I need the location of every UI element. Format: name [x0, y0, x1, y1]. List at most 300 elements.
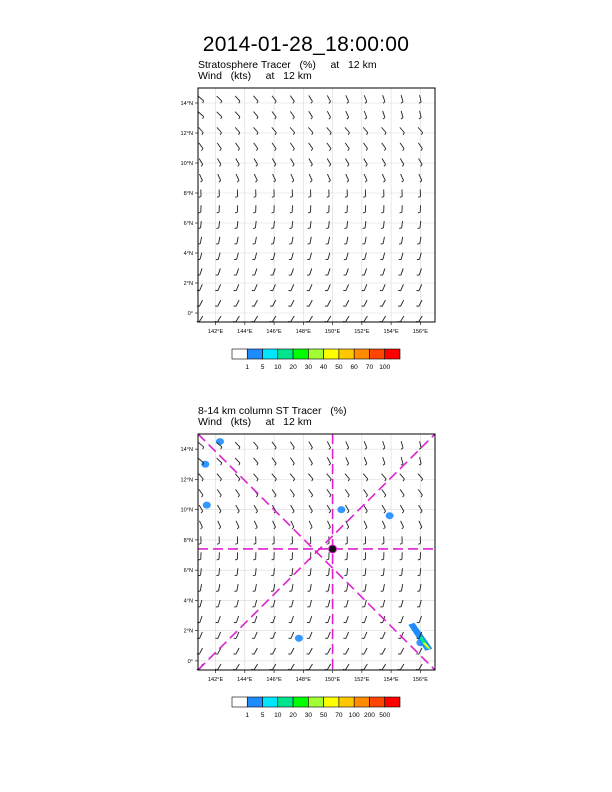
panel2-subtitle-line1: 8-14 km column ST Tracer (%) — [198, 405, 347, 417]
wind-barb — [235, 442, 240, 447]
wind-barb — [235, 474, 240, 479]
wind-barb — [364, 441, 367, 447]
x-tick-label: 152°E — [354, 677, 370, 683]
wind-barb — [401, 616, 403, 623]
colorbar-label: 1 — [245, 712, 250, 719]
wind-barb — [383, 253, 385, 260]
wind-barb-flag — [418, 228, 420, 229]
wind-barb-flag — [366, 165, 368, 167]
wind-barb — [255, 616, 257, 623]
wind-barb — [364, 300, 367, 306]
wind-barb-flag — [219, 511, 221, 513]
wind-barb-flag — [381, 228, 383, 229]
wind-barb-flag — [253, 228, 255, 229]
wind-barb — [327, 505, 331, 511]
wind-barb-flag — [327, 196, 329, 197]
wind-barb — [328, 632, 331, 638]
wind-barb — [217, 158, 221, 164]
wind-barb — [217, 143, 221, 149]
wind-barb-flag — [363, 212, 365, 213]
wind-barb — [383, 584, 384, 591]
wind-barb — [254, 442, 259, 447]
wind-barb — [347, 584, 348, 591]
wind-barb — [236, 268, 238, 275]
wind-barb-flag — [403, 149, 404, 151]
wind-barb — [218, 521, 221, 527]
wind-barb — [347, 237, 348, 244]
wind-barb — [382, 521, 385, 527]
wind-barb-flag — [238, 165, 240, 167]
wind-barb — [290, 96, 294, 102]
x-tick-label: 152°E — [354, 329, 370, 335]
wind-barb-flag — [345, 196, 347, 197]
wind-barb-flag — [311, 149, 312, 151]
wind-barb — [237, 253, 239, 260]
wind-barb-flag — [311, 511, 313, 513]
wind-barb — [200, 632, 203, 638]
wind-barb — [345, 158, 349, 164]
colorbar-swatch — [385, 349, 400, 359]
wind-barb — [217, 112, 222, 117]
wind-barb — [200, 584, 201, 591]
wind-barb-flag — [402, 180, 404, 182]
wind-barb-flag — [216, 575, 218, 576]
colorbar-label: 70 — [365, 364, 374, 371]
wind-barb-flag — [237, 180, 239, 182]
wind-barb-flag — [308, 196, 310, 197]
wind-barb-flag — [275, 463, 276, 465]
wind-barb — [364, 632, 367, 638]
colorbar-swatch — [369, 349, 384, 359]
y-tick-label: 8°N — [183, 191, 193, 197]
map-panel-1 — [181, 88, 436, 371]
wind-barb — [310, 237, 311, 244]
wind-barb — [346, 95, 349, 101]
wind-barb — [218, 632, 221, 638]
wind-barb — [290, 489, 294, 495]
wind-barb — [199, 489, 203, 495]
wind-barb-flag — [290, 212, 292, 213]
wind-barb-flag — [382, 196, 384, 197]
wind-barb-flag — [239, 117, 240, 119]
wind-barb — [345, 474, 350, 479]
wind-barb — [364, 284, 367, 290]
wind-barb — [290, 127, 295, 132]
wind-barb-flag — [330, 149, 331, 151]
wind-barb — [364, 316, 368, 322]
wind-barb-flag — [201, 527, 203, 529]
wind-barb — [382, 632, 385, 638]
wind-barb — [382, 143, 386, 149]
wind-barb — [346, 284, 349, 290]
y-tick-label: 0° — [187, 311, 193, 317]
wind-barb — [364, 521, 367, 527]
wind-barb-flag — [329, 464, 331, 466]
wind-barb — [364, 95, 367, 101]
wind-barb — [235, 127, 240, 132]
wind-barb — [328, 616, 330, 623]
wind-barb-flag — [257, 117, 258, 119]
wind-barb — [218, 268, 220, 275]
wind-barb — [236, 300, 239, 306]
main-title: 2014-01-28_18:00:00 — [202, 33, 410, 56]
wind-barb-flag — [311, 495, 312, 497]
colorbar-2 — [232, 697, 400, 719]
wind-barb — [309, 489, 313, 495]
wind-barb — [253, 127, 258, 132]
wind-barb — [254, 112, 259, 117]
wind-barb — [383, 600, 385, 607]
wind-barb-flag — [381, 212, 383, 213]
wind-barb — [236, 616, 238, 623]
wind-barb — [199, 505, 203, 511]
wind-barb — [364, 505, 368, 511]
center-marker — [329, 545, 337, 553]
wind-barb — [328, 600, 330, 607]
wind-barb-flag — [217, 543, 219, 544]
colorbar-label: 500 — [379, 712, 391, 719]
wind-barb-flag — [384, 149, 385, 151]
wind-barb — [255, 253, 257, 260]
wind-barb — [327, 648, 330, 654]
wind-barb-flag — [290, 559, 292, 560]
wind-barb-flag — [420, 165, 422, 167]
wind-barb — [345, 489, 349, 495]
y-tick-label: 14°N — [180, 101, 193, 107]
wind-barb — [217, 458, 222, 463]
colorbar-swatch — [293, 697, 308, 707]
wind-barb-flag — [217, 212, 219, 213]
x-tick-label: 150°E — [324, 677, 341, 683]
wind-barb — [363, 489, 367, 495]
wind-barb-flag — [201, 511, 203, 513]
tracer-patch — [337, 506, 345, 513]
wind-barb-flag — [256, 495, 257, 497]
wind-barb — [382, 664, 386, 670]
wind-barb — [217, 127, 222, 132]
wind-barb — [200, 600, 202, 607]
wind-barb — [218, 300, 221, 306]
wind-barb-flag — [292, 527, 294, 529]
wind-barb-flag — [384, 511, 386, 513]
wind-barb — [329, 221, 330, 228]
wind-barb — [199, 127, 204, 132]
wind-barb — [255, 221, 256, 228]
wind-barb-flag — [329, 180, 331, 182]
wind-barb-flag — [311, 165, 313, 167]
wind-barb-flag — [326, 559, 328, 560]
wind-barb-flag — [238, 511, 240, 513]
wind-barb — [401, 457, 403, 464]
wind-barb-flag — [366, 149, 367, 151]
wind-barb — [400, 143, 404, 149]
colorbar-swatch — [324, 349, 339, 359]
wind-barb — [254, 174, 257, 180]
x-tick-label: 154°E — [383, 677, 399, 683]
colorbar-label: 10 — [274, 364, 282, 371]
wind-barb — [364, 158, 368, 164]
wind-barb-flag — [345, 543, 347, 544]
panel1-subtitle-line2: Wind (kts) at 12 km — [198, 70, 312, 82]
wind-barb-flag — [275, 495, 276, 497]
wind-barb — [273, 584, 274, 591]
wind-barb-flag — [383, 118, 385, 119]
wind-barb — [235, 96, 240, 101]
wind-barb — [291, 158, 295, 164]
wind-barb-flag — [310, 527, 312, 529]
wind-barb-flag — [292, 180, 294, 182]
wind-barb — [328, 253, 330, 260]
wind-barb-flag — [400, 559, 402, 560]
wind-barb — [199, 158, 203, 164]
tracer-patch — [295, 635, 303, 642]
wind-barb — [402, 221, 403, 228]
wind-barb — [310, 221, 311, 228]
wind-barb — [365, 568, 366, 575]
wind-barb-flag — [344, 228, 346, 229]
wind-barb — [291, 284, 294, 290]
wind-barb-flag — [384, 165, 386, 167]
wind-barb-flag — [366, 511, 368, 513]
wind-barb — [253, 474, 258, 479]
wind-barb-flag — [347, 511, 349, 513]
wind-barb — [292, 221, 293, 228]
wind-barb — [199, 174, 202, 180]
wind-barb — [199, 300, 202, 306]
wind-barb — [327, 143, 331, 149]
wind-barb — [292, 584, 293, 591]
wind-barb — [346, 616, 348, 623]
wind-barb — [237, 237, 238, 244]
wind-barb — [327, 489, 331, 495]
wind-barb-flag — [235, 228, 237, 229]
wind-barb-flag — [366, 495, 367, 497]
wind-barb — [383, 568, 384, 575]
wind-barb-flag — [199, 543, 201, 544]
wind-barb-flag — [220, 149, 221, 151]
wind-barb — [346, 300, 349, 306]
wind-barb — [327, 158, 331, 164]
wind-barb-flag — [235, 575, 237, 576]
colorbar-label: 100 — [379, 364, 391, 371]
wind-barb-flag — [365, 180, 367, 182]
wind-barb — [254, 664, 258, 670]
wind-barb-flag — [401, 118, 403, 119]
wind-barb — [400, 300, 403, 306]
wind-barb — [237, 600, 239, 607]
wind-barb-flag — [418, 575, 420, 576]
wind-barb-flag — [420, 511, 422, 513]
wind-barb-flag — [382, 543, 384, 544]
wind-barb-flag — [198, 559, 200, 560]
wind-barb-flag — [421, 149, 422, 151]
wind-barb — [327, 316, 331, 322]
colorbar-swatch — [247, 349, 262, 359]
wind-barb-flag — [400, 212, 402, 213]
wind-barb — [254, 521, 257, 527]
wind-barb-flag — [256, 165, 258, 167]
wind-barb — [291, 648, 294, 654]
wind-barb-flag — [384, 495, 385, 497]
wind-barb — [236, 284, 239, 290]
wind-barb-flag — [365, 117, 367, 119]
wind-barb — [309, 143, 313, 149]
colorbar-label: 1 — [245, 364, 250, 371]
wind-barb — [219, 237, 220, 244]
wind-barb-flag — [216, 228, 218, 229]
wind-barb-flag — [383, 464, 385, 465]
wind-barb — [290, 111, 294, 117]
wind-barb — [401, 521, 404, 527]
colorbar-swatch — [324, 697, 339, 707]
wind-barb-flag — [347, 117, 349, 119]
wind-barb-flag — [293, 495, 294, 497]
wind-barb — [401, 174, 404, 180]
wind-barb-flag — [201, 165, 203, 167]
colorbar-swatch — [263, 697, 278, 707]
wind-barb-flag — [347, 165, 349, 167]
wind-barb — [310, 568, 311, 575]
wind-barb — [363, 143, 367, 149]
wind-barb — [199, 648, 202, 654]
colorbar-label: 70 — [335, 712, 343, 719]
wind-barb-flag — [399, 575, 401, 576]
wind-barb — [200, 253, 202, 260]
wind-barb — [365, 221, 366, 228]
wind-barb — [200, 237, 201, 244]
y-tick-label: 6°N — [183, 568, 193, 575]
wind-barb — [310, 584, 311, 591]
wind-barb-flag — [344, 575, 346, 576]
wind-barb — [308, 474, 313, 479]
wind-barb — [365, 253, 367, 260]
wind-barb — [327, 174, 330, 180]
x-tick-label: 148°E — [295, 677, 311, 683]
wind-barb — [347, 221, 348, 228]
wind-barb — [198, 112, 203, 116]
wind-barb-flag — [198, 212, 200, 213]
wind-barb-flag — [326, 228, 328, 229]
wind-barb — [199, 521, 202, 527]
y-tick-label: 2°N — [183, 628, 193, 635]
wind-barb — [327, 442, 330, 448]
wind-barb — [329, 568, 330, 575]
wind-barb — [327, 127, 332, 132]
wind-barb-flag — [254, 196, 256, 197]
wind-barb — [346, 632, 349, 638]
wind-barb — [217, 664, 221, 670]
wind-barb — [383, 95, 385, 102]
wind-barb — [218, 616, 220, 623]
wind-barb — [382, 174, 385, 180]
y-tick-label: 4°N — [183, 251, 193, 257]
colorbar-swatch — [293, 349, 308, 359]
wind-barb — [292, 237, 293, 244]
wind-barb — [382, 284, 385, 290]
wind-barb — [218, 648, 221, 654]
wind-barb-flag — [293, 117, 295, 119]
wind-barb-flag — [255, 180, 257, 182]
map-panel-2 — [181, 434, 436, 719]
wind-barb — [364, 648, 367, 654]
colorbar-label: 200 — [363, 712, 375, 719]
tracer-patch — [386, 512, 394, 519]
wind-barb-flag — [203, 447, 204, 449]
wind-barb — [235, 143, 239, 149]
wind-barb — [291, 616, 293, 623]
wind-barb-flag — [329, 527, 331, 529]
wind-barb — [382, 300, 385, 306]
wind-barb-flag — [311, 117, 313, 119]
panel2-subtitle-line2: Wind (kts) at 12 km — [198, 416, 312, 428]
wind-barb — [254, 284, 257, 290]
colorbar-label: 40 — [319, 364, 328, 371]
x-tick-label: 142°E — [207, 677, 224, 683]
wind-barb-flag — [347, 527, 349, 529]
wind-barb-flag — [220, 495, 221, 497]
wind-barb — [254, 632, 257, 638]
wind-barb — [328, 584, 329, 591]
wind-barb — [364, 174, 367, 180]
wind-barb-flag — [292, 165, 294, 167]
wind-barb-flag — [308, 228, 310, 229]
wind-barb-flag — [329, 511, 331, 513]
wind-barb — [255, 268, 257, 275]
wind-barb-flag — [235, 543, 237, 544]
wind-barb — [254, 143, 258, 149]
wind-barb — [254, 96, 259, 101]
wind-barb-flag — [403, 495, 404, 497]
wind-barb — [218, 284, 221, 290]
wind-barb-flag — [402, 527, 404, 529]
wind-barb — [237, 584, 238, 591]
wind-barb — [346, 648, 349, 654]
wind-barb-flag — [421, 495, 422, 497]
wind-barb — [290, 143, 294, 149]
wind-barb — [309, 442, 313, 448]
wind-barb-flag — [201, 149, 202, 151]
colorbar-swatch — [232, 349, 247, 359]
wind-barb-flag — [363, 228, 365, 229]
wind-barb — [383, 237, 384, 244]
wind-barb-flag — [290, 543, 292, 544]
wind-barb — [365, 237, 366, 244]
wind-barb — [364, 111, 367, 117]
wind-barb — [382, 316, 386, 322]
wind-barb-flag — [275, 149, 276, 151]
colorbar-swatch — [369, 697, 384, 707]
wind-barb-flag — [255, 527, 257, 529]
wind-barb — [327, 95, 330, 101]
wind-barb — [420, 584, 421, 591]
wind-barb — [309, 111, 313, 117]
wind-barb — [237, 568, 238, 575]
wind-barb — [310, 253, 312, 260]
wind-barb-flag — [275, 117, 276, 119]
wind-barb — [254, 648, 257, 654]
colorbar-swatch — [263, 349, 278, 359]
wind-barb-flag — [402, 165, 404, 167]
wind-barb-flag — [310, 180, 312, 182]
wind-barb-flag — [274, 165, 276, 167]
wind-barb-flag — [347, 464, 349, 466]
colorbar-swatch — [247, 697, 262, 707]
wind-barb-flag — [418, 559, 420, 560]
wind-barb — [327, 664, 331, 670]
wind-barb — [400, 648, 403, 654]
colorbar-label: 50 — [335, 364, 343, 371]
wind-barb — [310, 616, 312, 623]
